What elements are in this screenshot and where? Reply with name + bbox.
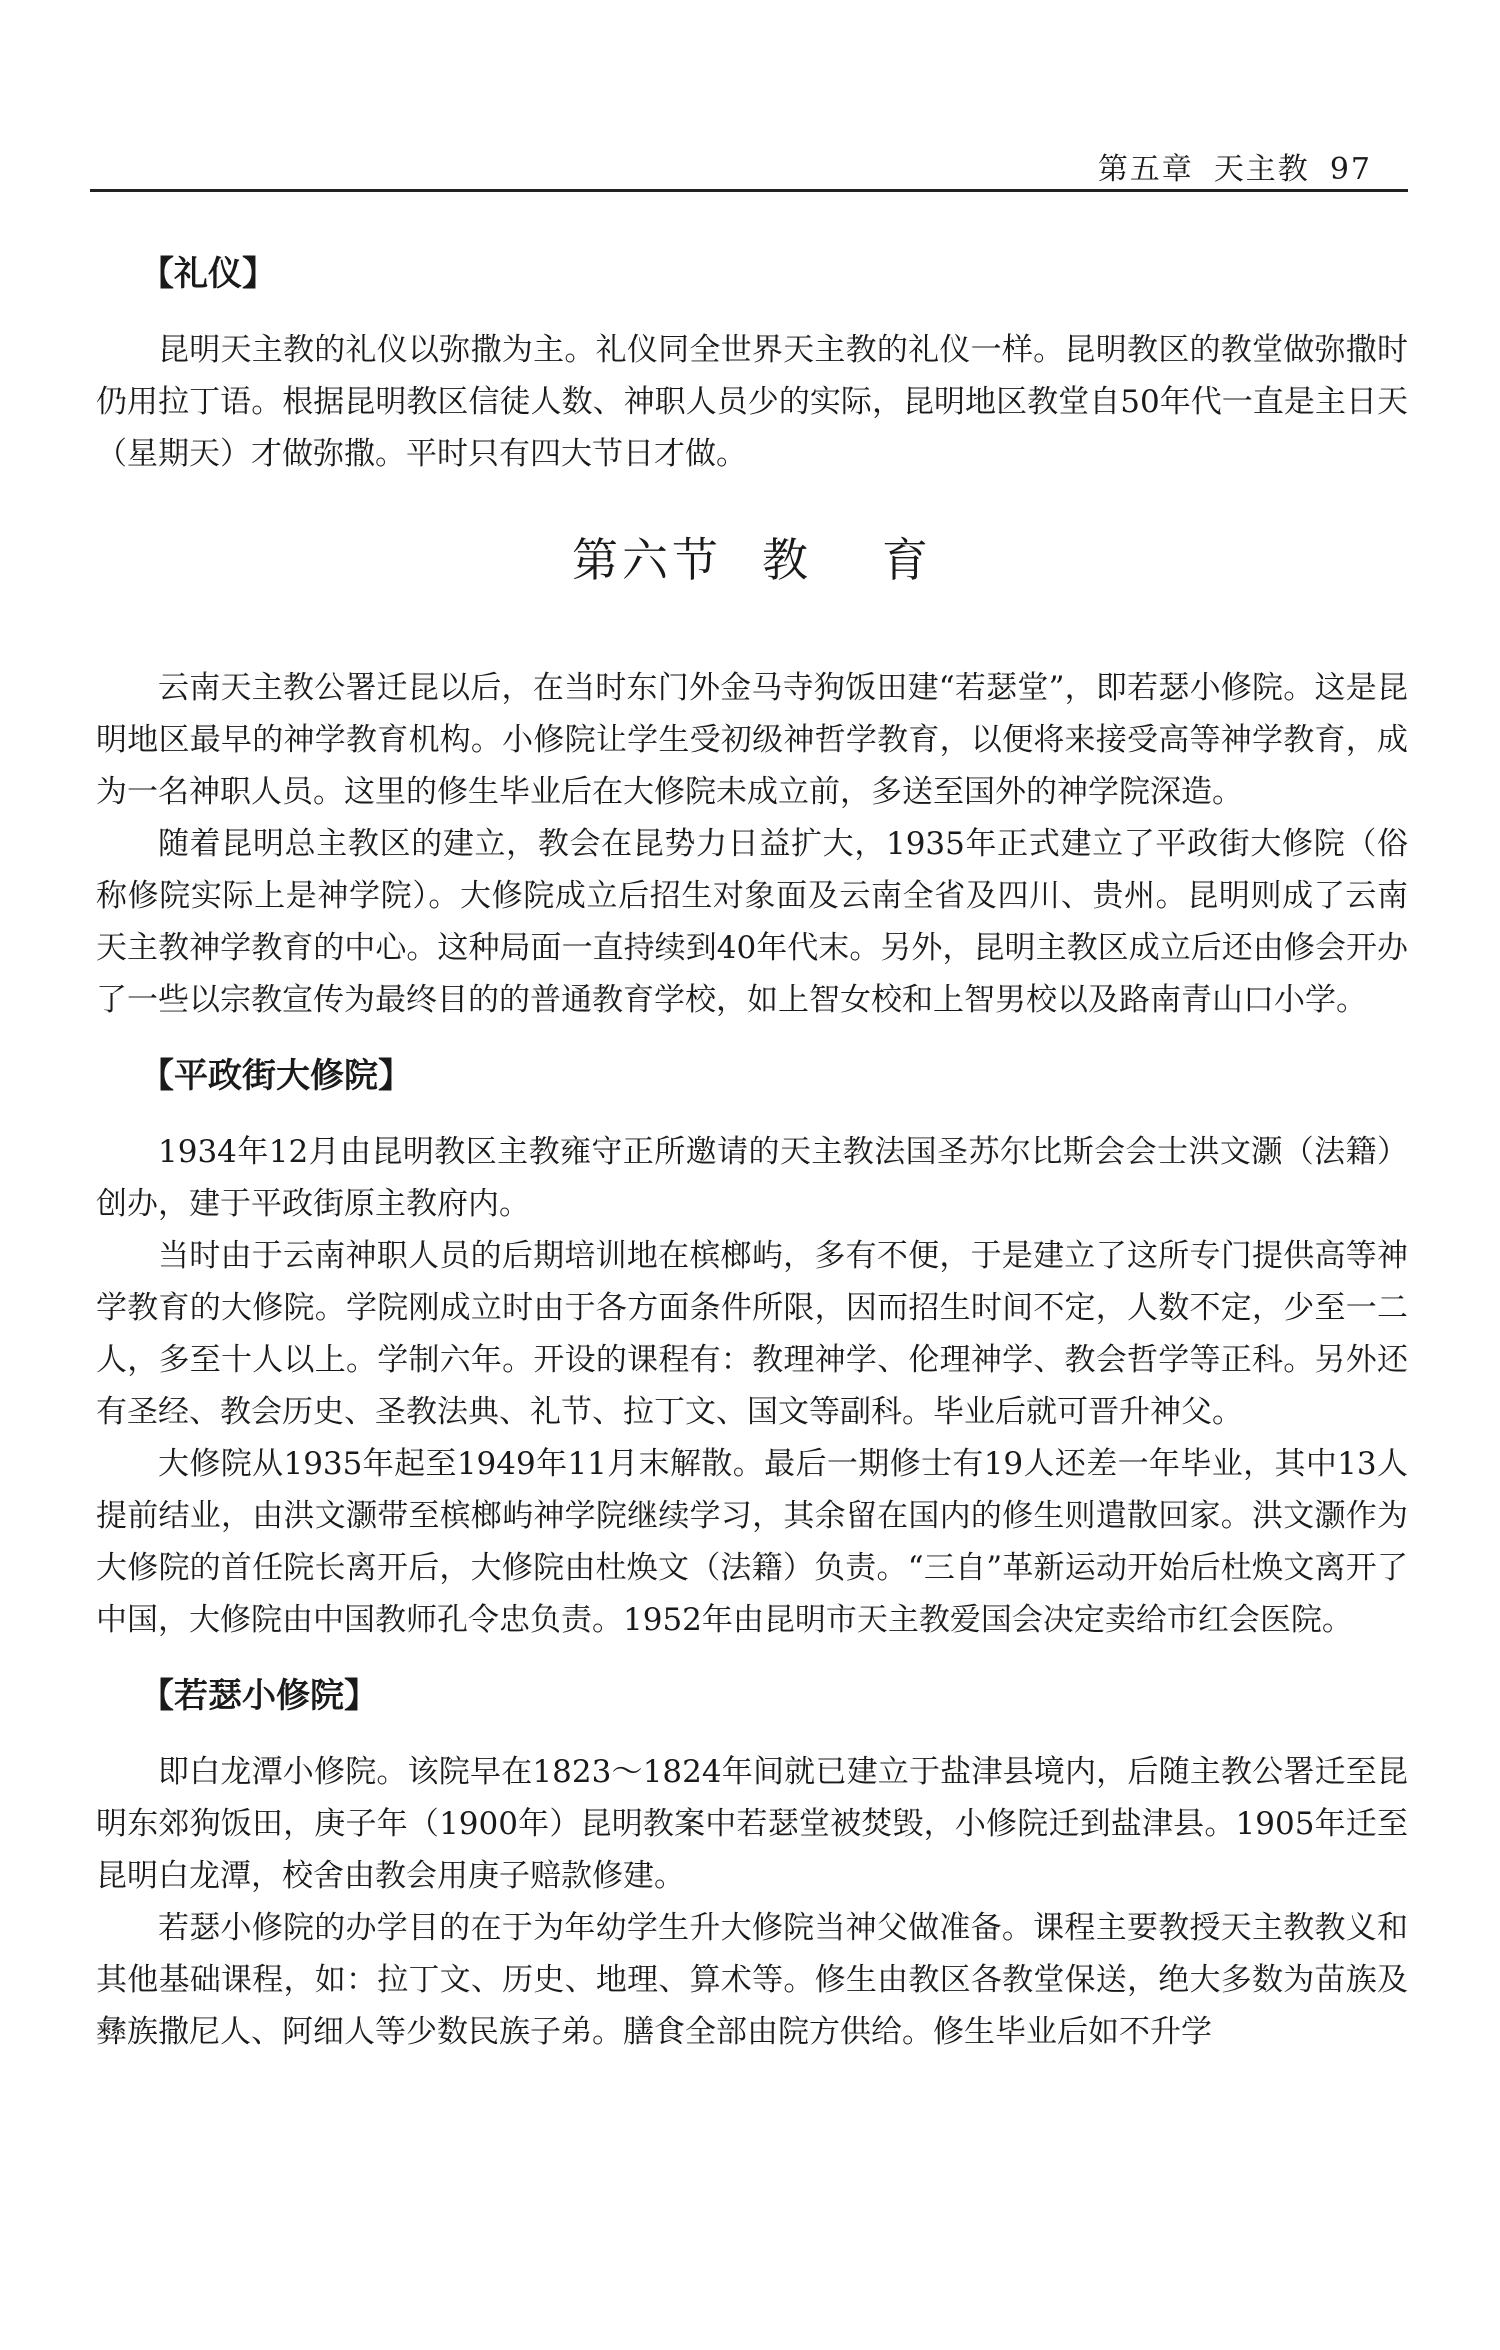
chapter-title: 天主教 [1213,152,1310,187]
paragraph: 云南天主教公署迁昆以后，在当时东门外金马寺狗饭田建“若瑟堂”，即若瑟小修院。这是昆明地区最早的神学教育机构。小修院让学生受初级神哲学教育，以便将来接受高等神学教育，成为一名神职人员。这里的修生毕业后在大修院未成立前，多送至国外的神学院深造。 [96,670,1408,810]
paragraph: 昆明天主教的礼仪以弥撒为主。礼仪同全世界天主教的礼仪一样。昆明教区的教堂做弥撒时仍用拉丁语。根据昆明教区信徒人数、神职人员少的实际，昆明地区教堂自50年代一直是主日天（星期天）才做弥撒。平时只有四大节日才做。 [96,332,1408,472]
section-heading-pingzheng: 【平政街大修院】 [140,1056,412,1096]
chapter-heading-section: 第六节 [572,533,722,587]
header-rule [90,189,1408,192]
chapter-heading-word2: 育 [882,533,932,587]
paragraph: 大修院从1935年起至1949年11月末解散。最后一期修士有19人还差一年毕业，其中13人提前结业，由洪文灏带至槟榔屿神学院继续学习，其余留在国内的修生则遣散回家。洪文灏作为大修院的首任院长离开后，大修院由杜焕文（法籍）负责。“三自”革新运动开始后杜焕文离开了中国，大修院由中国教师孔令忠负责。1952年由昆明市天主教爱国会决定卖给市红会医院。 [96,1446,1408,1638]
paragraph: 若瑟小修院的办学目的在于为年幼学生升大修院当神父做准备。课程主要教授天主教教义和其他基础课程，如：拉丁文、历史、地理、算术等。修生由教区各教堂保送，绝大多数为苗族及彝族撒尼人、阿细人等少数民族子弟。膳食全部由院方供给。修生毕业后如不升学 [96,1910,1408,2050]
paragraph: 随着昆明总主教区的建立，教会在昆势力日益扩大，1935年正式建立了平政街大修院（俗称修院实际上是神学院）。大修院成立后招生对象面及云南全省及四川、贵州。昆明则成了云南天主教神学教育的中心。这种局面一直持续到40年代末。另外，昆明主教区成立后还由修会开办了一些以宗教宣传为最终目的的普通教育学校，如上智女校和上智男校以及路南青山口小学。 [96,826,1408,1018]
chapter-heading-word1: 教 [762,533,812,587]
section-heading-liyi: 【礼仪】 [140,254,276,294]
paragraph: 即白龙潭小修院。该院早在1823～1824年间就已建立于盐津县境内，后随主教公署迁至昆明东郊狗饭田，庚子年（1900年）昆明教案中若瑟堂被焚毁，小修院迁到盐津县。1905年迁至昆明白龙潭，校舍由教会用庚子赔款修建。 [96,1754,1408,1894]
paragraph: 当时由于云南神职人员的后期培训地在槟榔屿，多有不便，于是建立了这所专门提供高等神学教育的大修院。学院刚成立时由于各方面条件所限，因而招生时间不定，人数不定，少至一二人，多至十人以上。学制六年。开设的课程有：教理神学、伦理神学、教会哲学等正科。另外还有圣经、教会历史、圣教法典、礼节、拉丁文、国文等副科。毕业后就可晋升神父。 [96,1238,1408,1430]
paragraph: 1934年12月由昆明教区主教雍守正所邀请的天主教法国圣苏尔比斯会会士洪文灏（法籍）创办，建于平政街原主教府内。 [96,1134,1408,1222]
page-header [90,132,1408,192]
page-body [96,250,1408,2058]
running-head [1078,144,1372,188]
page-number: 97 [1329,152,1372,187]
chapter-heading [96,530,1408,590]
chapter-label: 第五章 [1097,152,1194,187]
section-heading-ruose: 【若瑟小修院】 [140,1676,378,1716]
